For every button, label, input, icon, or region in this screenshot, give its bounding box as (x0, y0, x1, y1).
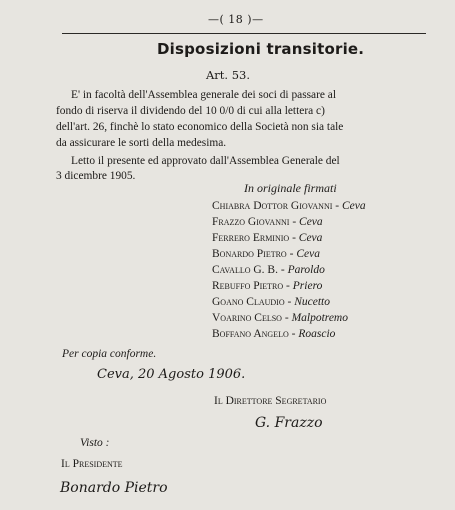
signature-line: Ferrero Erminio - Ceva (212, 232, 323, 244)
article-number: Art. 53. (206, 68, 251, 82)
paragraph-line-3: dell'art. 26, finchè lo stato economico della Società non sia tale (56, 121, 344, 133)
visto-label: Visto : (80, 437, 110, 449)
signatory-town: Malpotremo (291, 312, 348, 324)
director-title: Il Direttore Segretario (214, 395, 327, 407)
signatory-town: Ceva (296, 248, 320, 260)
signatory-name: Rebuffo Pietro (212, 280, 284, 292)
paragraph-line-1: E' in facoltà dell'Assemblea generale dei soci di passare al (71, 89, 337, 101)
signatory-town: Ceva (342, 200, 366, 212)
signatory-name: Bonardo Pietro (212, 248, 287, 260)
paragraph-line-2: fondo di riserva il dividendo del 10 0/0 di cui alla lettera c) (56, 105, 325, 117)
signature-line: Bonardo Pietro - Ceva (212, 248, 320, 260)
signatory-name: Boffano Angelo (212, 328, 289, 340)
header-rule (62, 33, 426, 34)
approval-line-2: 3 dicembre 1905. (56, 170, 136, 182)
page-number: —( 18 )— (208, 13, 264, 26)
signatory-name: Chiabra Dottor Giovanni (212, 200, 333, 212)
signature-line: Frazzo Giovanni - Ceva (212, 216, 323, 228)
signatory-name: Cavallo G. B. (212, 264, 278, 276)
signature-line: Goano Claudio - Nucetto (212, 296, 330, 308)
signatory-town: Ceva (298, 232, 323, 244)
signatory-town: Roascio (298, 328, 336, 340)
signatory-town: Paroldo (287, 264, 325, 276)
signature-line: Boffano Angelo - Roascio (212, 328, 336, 340)
president-signature: Bonardo Pietro (60, 480, 168, 496)
president-title: Il Presidente (61, 458, 123, 470)
signatory-town: Priero (292, 280, 323, 292)
signature-line: Chiabra Dottor Giovanni - Ceva (212, 200, 366, 212)
signatures-header: In originale firmati (244, 181, 337, 195)
signatory-town: Nucetto (294, 296, 330, 308)
signatory-name: Frazzo Giovanni (212, 216, 290, 228)
signature-line: Voarino Celso - Malpotremo (212, 312, 348, 324)
paragraph-line-4: da assicurare le sorti della medesima. (56, 137, 227, 149)
signatory-town: Ceva (299, 216, 323, 228)
place-date: Ceva, 20 Agosto 1906. (97, 367, 246, 382)
director-signature: G. Frazzo (255, 415, 323, 431)
section-heading: Disposizioni transitorie. (157, 40, 365, 58)
signature-line: Cavallo G. B. - Paroldo (212, 264, 325, 276)
signature-line: Rebuffo Pietro - Priero (212, 280, 323, 292)
copy-note: Per copia conforme. (62, 348, 157, 360)
approval-line-1: Letto il presente ed approvato dall'Assemblea Generale del (71, 155, 340, 167)
signatory-name: Goano Claudio (212, 296, 285, 308)
signatory-name: Voarino Celso (212, 312, 282, 324)
signatory-name: Ferrero Erminio (212, 232, 290, 244)
